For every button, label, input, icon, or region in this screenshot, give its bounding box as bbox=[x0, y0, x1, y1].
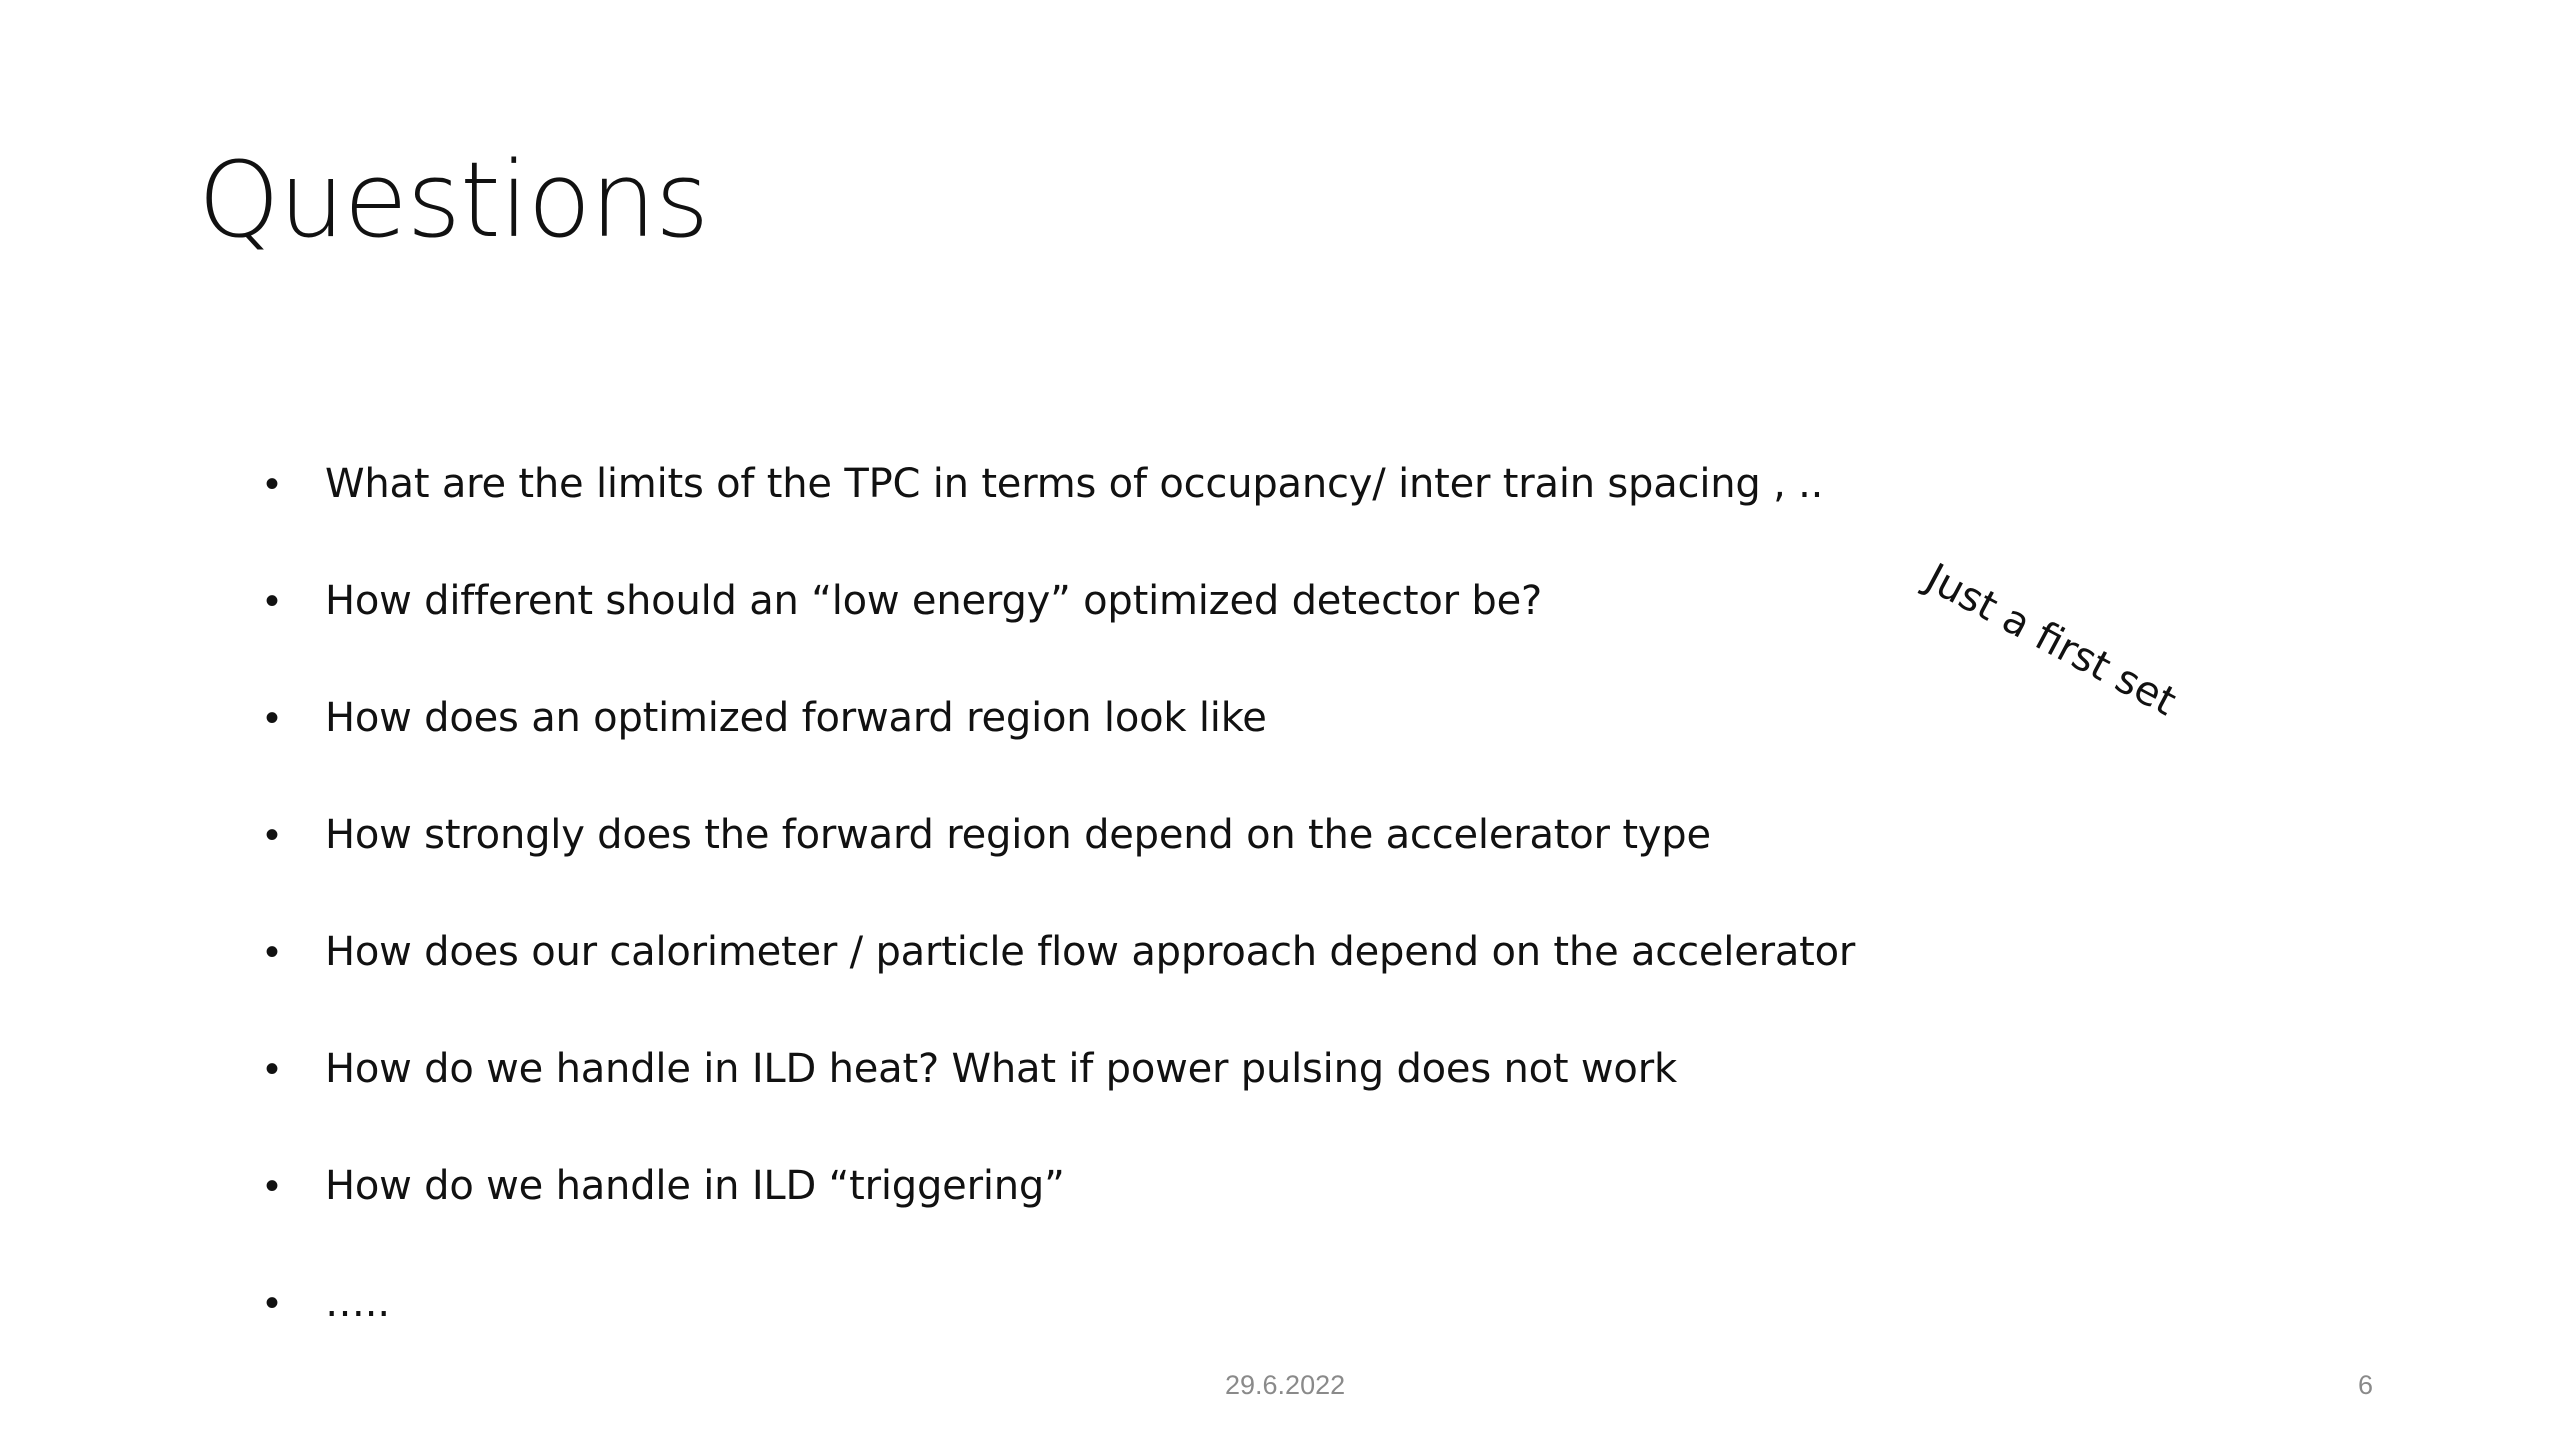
bullet-icon: • bbox=[265, 579, 280, 623]
bullet-text: What are the limits of the TPC in terms of occupancy/ inter train spacing , .. bbox=[325, 461, 1824, 507]
bullet-icon: • bbox=[265, 1281, 280, 1325]
bullet-text: How do we handle in ILD “triggering” bbox=[325, 1163, 1065, 1209]
bullet-icon: • bbox=[265, 930, 280, 974]
footer-date: 29.6.2022 bbox=[1225, 1370, 1346, 1400]
bullet-icon: • bbox=[265, 813, 280, 857]
bullet-list bbox=[265, 445, 1965, 1381]
page-number: 6 bbox=[2358, 1370, 2374, 1400]
rotated-note: Just a first set bbox=[1918, 555, 2184, 726]
slide-title: Questions bbox=[198, 139, 709, 261]
bullet-icon: • bbox=[265, 1047, 280, 1091]
bullet-icon: • bbox=[265, 696, 280, 740]
bullet-item bbox=[265, 1030, 1965, 1147]
bullet-item bbox=[265, 1147, 1965, 1264]
bullet-item bbox=[265, 913, 1965, 1030]
bullet-text: How does our calorimeter / particle flow approach depend on the accelerator bbox=[325, 929, 1856, 975]
bullet-text: How strongly does the forward region depend on the accelerator type bbox=[325, 812, 1711, 858]
bullet-icon: • bbox=[265, 1164, 280, 1208]
bullet-text: How does an optimized forward region look like bbox=[325, 695, 1267, 741]
bullet-item bbox=[265, 679, 1965, 796]
bullet-text: How do we handle in ILD heat? What if power pulsing does not work bbox=[325, 1046, 1677, 1092]
bullet-item bbox=[265, 562, 1965, 679]
bullet-icon: • bbox=[265, 462, 280, 506]
bullet-text: How different should an “low energy” optimized detector be? bbox=[325, 578, 1543, 624]
bullet-item bbox=[265, 796, 1965, 913]
bullet-item bbox=[265, 1264, 1965, 1381]
bullet-text: ….. bbox=[325, 1280, 390, 1326]
bullet-item bbox=[265, 445, 1965, 562]
